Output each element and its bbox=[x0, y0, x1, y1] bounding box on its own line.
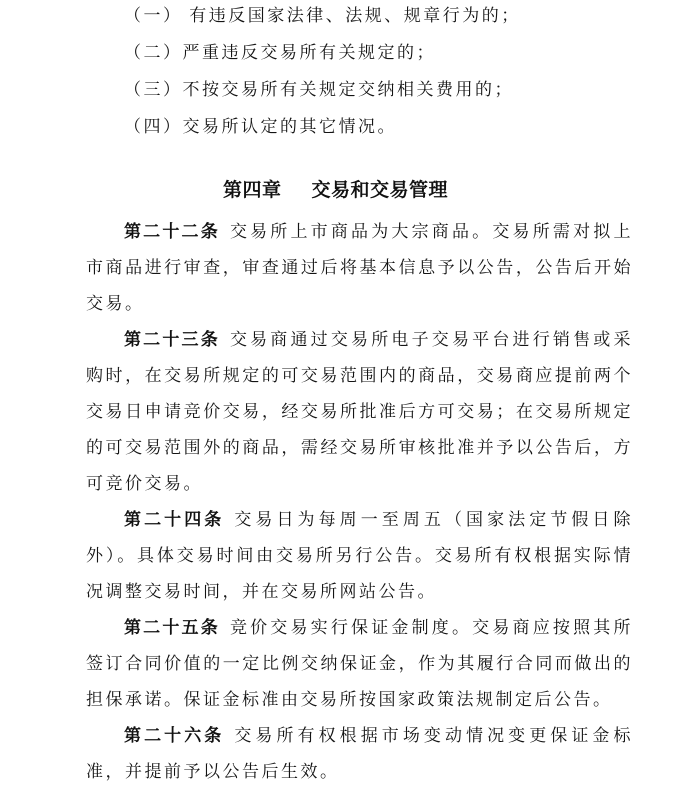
article-paragraph bbox=[86, 502, 633, 610]
clause-item: （四）交易所认定的其它情况。 bbox=[124, 117, 397, 136]
article-text: 交易所上市商品为大宗商品。交易所需对拟上市商品进行审查，审查通过后将基本信息予以公告，公告后开始交易。 bbox=[86, 222, 633, 313]
article-paragraph bbox=[86, 322, 633, 502]
article-number: 第二十六条 bbox=[124, 726, 225, 745]
article-text: 交易所有权根据市场变动情况变更保证金标准，并提前予以公告后生效。 bbox=[86, 726, 634, 781]
article-number: 第二十四条 bbox=[124, 510, 225, 529]
article-text: 交易日为每周一至周五（国家法定节假日除外）。具体交易时间由交易所另行公告。交易所有权根据实际情况调整交易时间，并在交易所网站公告。 bbox=[86, 510, 634, 601]
article-number: 第二十三条 bbox=[124, 330, 220, 349]
article-paragraph bbox=[86, 214, 633, 322]
chapter-heading bbox=[62, 173, 609, 209]
clause-item: （三）不按交易所有关规定交纳相关费用的； bbox=[124, 80, 514, 99]
clause-list bbox=[86, 0, 633, 145]
article-number: 第二十二条 bbox=[124, 222, 220, 241]
article-paragraph bbox=[86, 610, 633, 718]
chapter-number: 第四章 bbox=[222, 180, 282, 201]
article-text: 竞价交易实行保证金制度。交易商应按照其所签订合同价值的一定比例交纳保证金，作为其履行合同而做出的担保承诺。保证金标准由交易所按国家政策法规制定后公告。 bbox=[86, 618, 633, 709]
articles-container bbox=[86, 214, 633, 785]
clause-item: （一） 有违反国家法律、法规、规章行为的； bbox=[124, 6, 521, 25]
article-text: 交易商通过交易所电子交易平台进行销售或采购时，在交易所规定的可交易范围内的商品，交易商应提前两个交易日申请竞价交易，经交易所批准后方可交易；在交易所规定的可交易范围外的商品，需经交易所审核批准并予以公告后，方可竞价交易。 bbox=[86, 330, 633, 493]
chapter-title: 交易和交易管理 bbox=[311, 180, 449, 201]
article-number: 第二十五条 bbox=[124, 618, 220, 637]
clause-item: （二）严重违反交易所有关规定的； bbox=[124, 43, 436, 62]
article-paragraph bbox=[86, 718, 633, 785]
